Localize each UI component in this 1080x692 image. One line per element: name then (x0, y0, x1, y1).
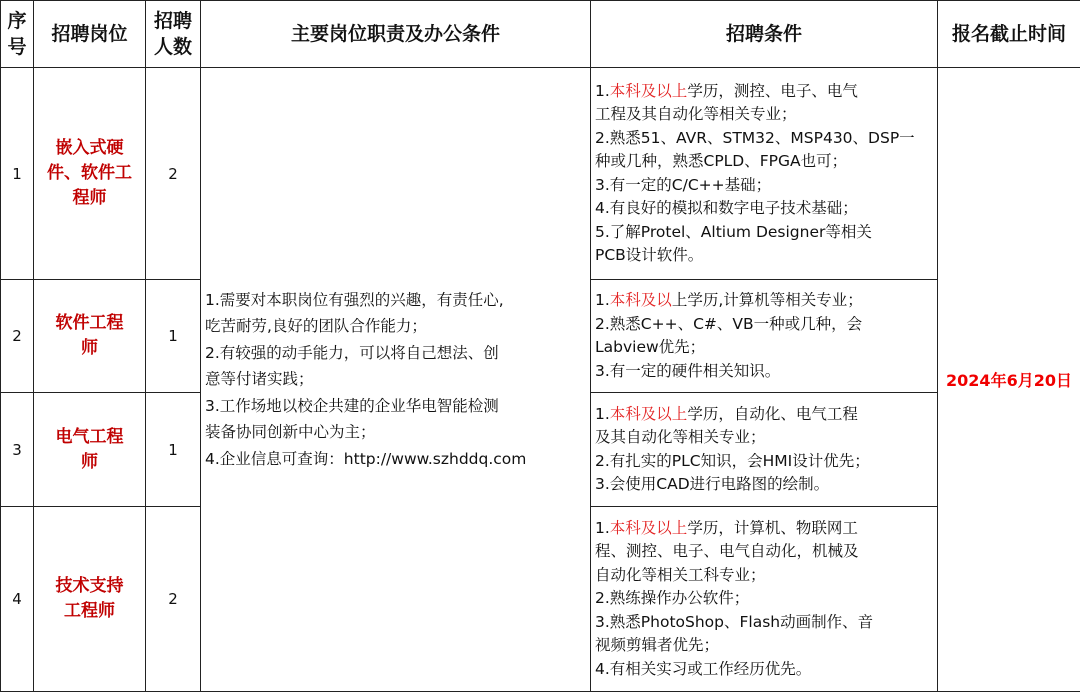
header-requirements: 招聘条件 (591, 1, 938, 68)
row-count: 2 (146, 68, 201, 280)
degree-highlight: 本科及以上 (610, 519, 688, 537)
shared-duties-cell (201, 68, 591, 692)
row-position: 软件工程师 (34, 280, 146, 393)
req-line: 4.有相关实习或工作经历优先。 (595, 658, 933, 682)
req-line: 1.本科及以上学历，计算机、物联网工 (595, 517, 933, 541)
req-line: 1.本科及以上学历，自动化、电气工程 (595, 403, 933, 427)
req-line: 2.有扎实的PLC知识，会HMI设计优先； (595, 450, 933, 474)
row-position: 电气工程师 (34, 393, 146, 507)
req-line: 种或几种，熟悉CPLD、FPGA也可； (595, 150, 933, 174)
degree-highlight: 本科及以 (610, 291, 672, 309)
row-index: 2 (1, 280, 34, 393)
req-line: 1.本科及以上学历，测控、电子、电气 (595, 80, 933, 104)
duty-line: 2.有较强的动手能力，可以将自己想法、创 (205, 340, 586, 367)
req-line: 3.熟悉PhotoShop、Flash动画制作、音 (595, 611, 933, 635)
row-position: 嵌入式硬件、软件工程师 (34, 68, 146, 280)
row-count: 1 (146, 393, 201, 507)
req-line: PCB设计软件。 (595, 244, 933, 268)
req-line: 3.有一定的C/C++基础； (595, 174, 933, 198)
req-line: 2.熟悉C++、C#、VB一种或几种，会 (595, 313, 933, 337)
row-index: 1 (1, 68, 34, 280)
duty-line: 装备协同创新中心为主； (205, 419, 586, 446)
req-line: 2.熟练操作办公软件； (595, 587, 933, 611)
req-line: 及其自动化等相关专业； (595, 426, 933, 450)
row-requirements (591, 68, 938, 280)
header-position: 招聘岗位 (34, 1, 146, 68)
header-row (1, 1, 1080, 68)
header-duties: 主要岗位职责及办公条件 (201, 1, 591, 68)
req-line: 3.有一定的硬件相关知识。 (595, 360, 933, 384)
req-line: 4.有良好的模拟和数字电子技术基础； (595, 197, 933, 221)
row-position: 技术支持工程师 (34, 507, 146, 692)
duty-line: 1.需要对本职岗位有强烈的兴趣，有责任心, (205, 287, 586, 314)
req-line: 工程及其自动化等相关专业； (595, 103, 933, 127)
table-row (1, 68, 1080, 280)
row-index: 4 (1, 507, 34, 692)
req-line: Labview优先； (595, 336, 933, 360)
header-deadline: 报名截止时间 (938, 1, 1080, 68)
req-line: 3.会使用CAD进行电路图的绘制。 (595, 473, 933, 497)
degree-highlight: 本科及以上 (610, 405, 688, 423)
header-count: 招聘人数 (146, 1, 201, 68)
duty-line: 意等付诸实践； (205, 366, 586, 393)
req-line: 视频剪辑者优先； (595, 634, 933, 658)
duty-line: 4.企业信息可查询：http://www.szhddq.com (205, 446, 586, 473)
req-line: 自动化等相关工科专业； (595, 564, 933, 588)
header-index: 序号 (1, 1, 34, 68)
req-line: 2.熟悉51、AVR、STM32、MSP430、DSP一 (595, 127, 933, 151)
req-line: 程、测控、电子、电气自动化，机械及 (595, 540, 933, 564)
row-requirements (591, 507, 938, 692)
deadline-cell: 2024年6月20日 (938, 68, 1080, 692)
duty-line: 吃苦耐劳,良好的团队合作能力； (205, 313, 586, 340)
degree-highlight: 本科及以上 (610, 82, 688, 100)
row-requirements (591, 393, 938, 507)
row-requirements (591, 280, 938, 393)
duty-line: 3.工作场地以校企共建的企业华电智能检测 (205, 393, 586, 420)
req-line: 5.了解Protel、Altium Designer等相关 (595, 221, 933, 245)
row-count: 2 (146, 507, 201, 692)
row-index: 3 (1, 393, 34, 507)
row-count: 1 (146, 280, 201, 393)
req-line: 1.本科及以上学历,计算机等相关专业； (595, 289, 933, 313)
